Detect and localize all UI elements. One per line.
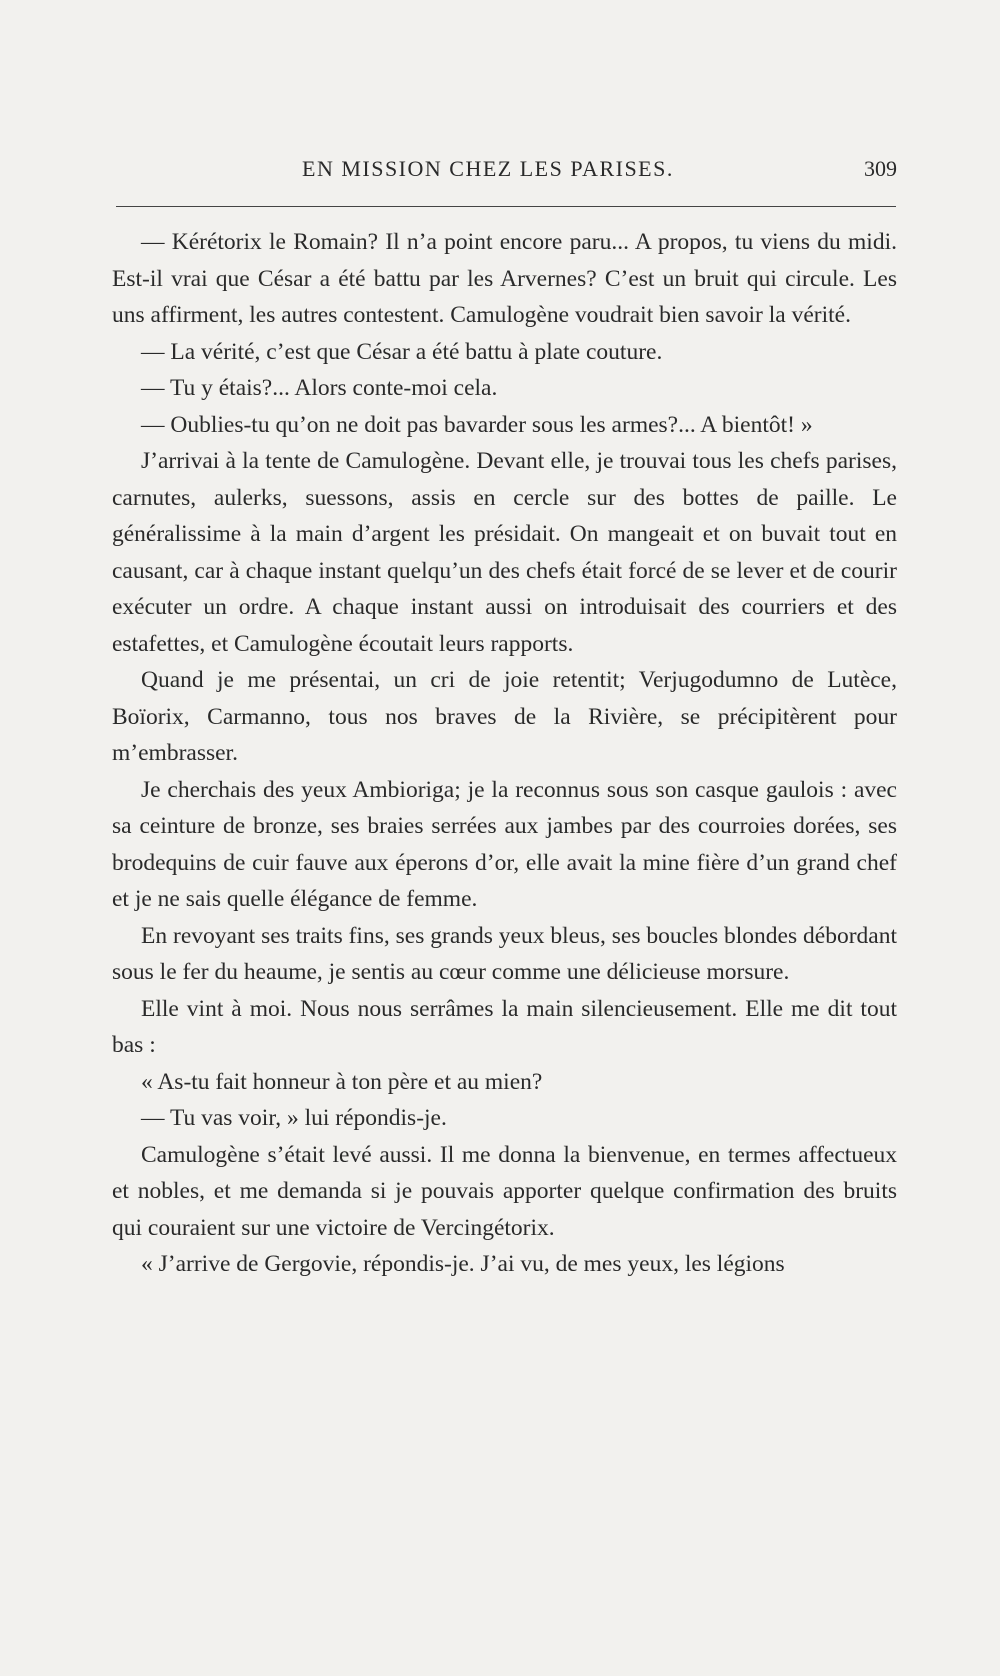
paragraph: — Oublies-tu qu’on ne doit pas bavarder sous les armes?... A bientôt! » [141, 411, 813, 438]
paragraph: Camulogène s’était levé aussi. Il me donna la bienvenue, en termes affectueux et nobles, et me demanda si je pouvais apporter quelque confirmation des bruits qui couraient sur une victoire de Vercingétorix. [112, 1141, 897, 1241]
paragraph: En revoyant ses traits fins, ses grands yeux bleus, ses boucles blondes débordant sous le fer du heaume, je sentis au cœur comme une délicieuse morsure. [112, 922, 897, 985]
header-rule [116, 206, 896, 207]
paragraph: « J’arrive de Gergovie, répondis-je. J’ai vu, de mes yeux, les légions [141, 1251, 785, 1277]
paragraph: — La vérité, c’est que César a été battu à plate couture. [141, 338, 663, 365]
page-header [112, 150, 897, 186]
paragraph: « As-tu fait honneur à ton père et au mien? [141, 1068, 543, 1095]
paragraph: — Tu y étais?... Alors conte-moi cela. [141, 375, 498, 401]
page-number: 309 [864, 156, 897, 181]
paragraph: J’arrivai à la tente de Camulogène. Devant elle, je trouvai tous les chefs parises, carnutes, aulerks, suessons, assis en cercle sur des bottes de paille. Le généralissime à la main d’argent les présidait. On mangeait et on buvait tout en causant, car à chaque instant quelqu’un des chefs était forcé de se lever et de courir exécuter un ordre. A chaque instant aussi on introduisait des courriers et des estafettes, et Camulogène écoutait leurs rapports. [112, 448, 897, 657]
paragraph: — Tu vas voir, » lui répondis-je. [141, 1105, 447, 1131]
paragraph: Quand je me présentai, un cri de joie retentit; Verjugodumno de Lutèce, Boïorix, Carmanno, tous nos braves de la Rivière, se précipitèrent pour m’embrasser. [112, 667, 897, 766]
paragraph: Je cherchais des yeux Ambioriga; je la reconnus sous son casque gaulois : avec sa ceinture de bronze, ses braies serrées aux jambes par des courroies dorées, ses brodequins de cuir fauve aux éperons d’or, elle avait la mine fière d’un grand chef et je ne sais quelle élégance de femme. [112, 776, 897, 912]
paragraph: — Kérétorix le Romain? Il n’a point encore paru... A propos, tu viens du midi. Est-il vrai que César a été battu par les Arvernes? C’est un bruit qui circule. Les uns affirment, les autres contestent. Camulogène voudrait bien savoir la vérité. [112, 229, 897, 328]
running-title: EN MISSION CHEZ LES PARISES. [302, 156, 674, 181]
body-text [112, 224, 897, 1283]
paragraph: Elle vint à moi. Nous nous serrâmes la main silencieusement. Elle me dit tout bas : [112, 995, 897, 1058]
